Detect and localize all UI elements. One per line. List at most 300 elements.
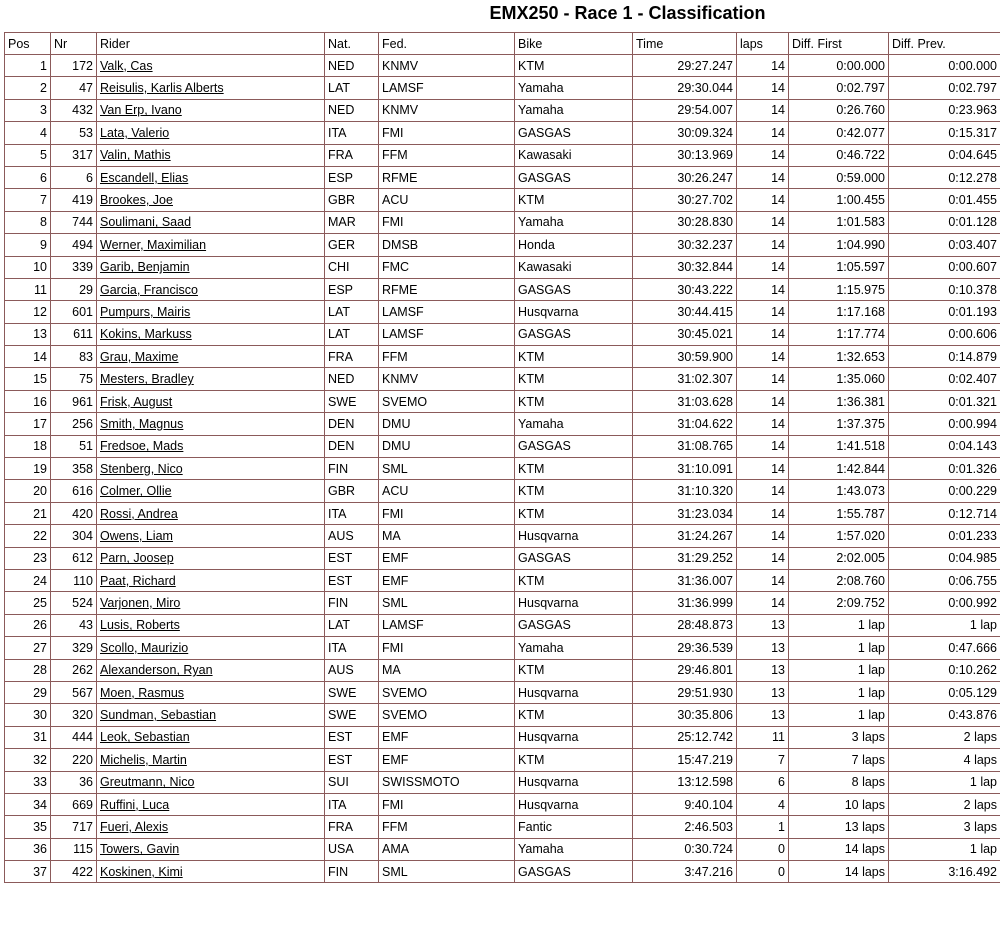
- bike-cell: Husqvarna: [515, 681, 633, 703]
- laps-cell: 6: [737, 771, 789, 793]
- bike-cell: Husqvarna: [515, 771, 633, 793]
- bike-cell: Yamaha: [515, 211, 633, 233]
- rider-link[interactable]: Reisulis, Karlis Alberts: [100, 81, 224, 96]
- col-header-nr: Nr: [51, 33, 97, 55]
- rider-link[interactable]: Alexanderson, Ryan: [100, 663, 213, 678]
- rider-link[interactable]: Rossi, Andrea: [100, 506, 178, 521]
- nat-cell: USA: [325, 838, 379, 860]
- table-row: [5, 99, 1000, 121]
- laps-cell: 14: [737, 547, 789, 569]
- bike-cell: GASGAS: [515, 547, 633, 569]
- rider-cell: [97, 166, 325, 188]
- diff-first-cell: 1:01.583: [789, 211, 889, 233]
- table-row: [5, 256, 1000, 278]
- nat-cell: GER: [325, 234, 379, 256]
- table-row: [5, 234, 1000, 256]
- diff-first-cell: 0:02.797: [789, 77, 889, 99]
- diff-first-cell: 1 lap: [789, 704, 889, 726]
- nr-cell: 358: [51, 458, 97, 480]
- rider-link[interactable]: Moen, Rasmus: [100, 685, 185, 700]
- time-cell: 29:36.539: [633, 637, 737, 659]
- diff-prev-cell: 0:04.645: [889, 144, 1000, 166]
- rider-link[interactable]: Owens, Liam: [100, 528, 173, 543]
- fed-cell: RFME: [379, 166, 515, 188]
- diff-first-cell: 0:46.722: [789, 144, 889, 166]
- rider-cell: [97, 771, 325, 793]
- laps-cell: 14: [737, 323, 789, 345]
- rider-link[interactable]: Greutmann, Nico: [100, 775, 195, 790]
- table-row: [5, 77, 1000, 99]
- nr-cell: 320: [51, 704, 97, 726]
- pos-cell: 5: [5, 144, 51, 166]
- rider-cell: [97, 614, 325, 636]
- laps-cell: 14: [737, 301, 789, 323]
- time-cell: 31:24.267: [633, 525, 737, 547]
- time-cell: 31:02.307: [633, 368, 737, 390]
- laps-cell: 13: [737, 659, 789, 681]
- table-row: [5, 55, 1000, 77]
- nr-cell: 420: [51, 502, 97, 524]
- table-row: [5, 793, 1000, 815]
- bike-cell: Yamaha: [515, 77, 633, 99]
- diff-prev-cell: 0:15.317: [889, 122, 1000, 144]
- bike-cell: Yamaha: [515, 637, 633, 659]
- time-cell: 30:13.969: [633, 144, 737, 166]
- diff-first-cell: 2:02.005: [789, 547, 889, 569]
- diff-first-cell: 14 laps: [789, 861, 889, 883]
- rider-cell: [97, 681, 325, 703]
- diff-prev-cell: 0:02.407: [889, 368, 1000, 390]
- fed-cell: LAMSF: [379, 301, 515, 323]
- time-cell: 0:30.724: [633, 838, 737, 860]
- rider-link[interactable]: Sundman, Sebastian: [100, 708, 217, 723]
- rider-link[interactable]: Valin, Mathis: [100, 148, 171, 163]
- pos-cell: 10: [5, 256, 51, 278]
- laps-cell: 1: [737, 816, 789, 838]
- time-cell: 31:08.765: [633, 435, 737, 457]
- rider-link[interactable]: Frisk, August: [100, 394, 173, 409]
- nr-cell: 422: [51, 861, 97, 883]
- fed-cell: FFM: [379, 346, 515, 368]
- diff-prev-cell: 2 laps: [889, 793, 1000, 815]
- rider-link[interactable]: Werner, Maximilian: [100, 237, 207, 252]
- fed-cell: EMF: [379, 569, 515, 591]
- diff-first-cell: 0:42.077: [789, 122, 889, 144]
- fed-cell: FMI: [379, 793, 515, 815]
- laps-cell: 14: [737, 346, 789, 368]
- time-cell: 25:12.742: [633, 726, 737, 748]
- nat-cell: LAT: [325, 301, 379, 323]
- table-row: [5, 144, 1000, 166]
- rider-link[interactable]: Towers, Gavin: [100, 842, 180, 857]
- rider-cell: [97, 234, 325, 256]
- fed-cell: SWISSMOTO: [379, 771, 515, 793]
- rider-cell: [97, 55, 325, 77]
- nr-cell: 744: [51, 211, 97, 233]
- pos-cell: 26: [5, 614, 51, 636]
- table-row: [5, 368, 1000, 390]
- rider-link[interactable]: Leok, Sebastian: [100, 730, 190, 745]
- rider-cell: [97, 144, 325, 166]
- pos-cell: 21: [5, 502, 51, 524]
- time-cell: 31:36.007: [633, 569, 737, 591]
- laps-cell: 13: [737, 704, 789, 726]
- rider-link[interactable]: Varjonen, Miro: [100, 596, 181, 611]
- time-cell: 30:43.222: [633, 278, 737, 300]
- laps-cell: 14: [737, 569, 789, 591]
- laps-cell: 14: [737, 458, 789, 480]
- pos-cell: 28: [5, 659, 51, 681]
- rider-cell: [97, 569, 325, 591]
- diff-first-cell: 1:00.455: [789, 189, 889, 211]
- table-row: [5, 681, 1000, 703]
- diff-first-cell: 1:42.844: [789, 458, 889, 480]
- rider-cell: [97, 637, 325, 659]
- classification-table: [4, 32, 1000, 883]
- laps-cell: 13: [737, 614, 789, 636]
- rider-cell: [97, 256, 325, 278]
- nr-cell: 612: [51, 547, 97, 569]
- bike-cell: GASGAS: [515, 435, 633, 457]
- rider-cell: [97, 816, 325, 838]
- time-cell: 29:27.247: [633, 55, 737, 77]
- pos-cell: 23: [5, 547, 51, 569]
- laps-cell: 14: [737, 144, 789, 166]
- laps-cell: 14: [737, 278, 789, 300]
- pos-cell: 33: [5, 771, 51, 793]
- diff-prev-cell: 0:23.963: [889, 99, 1000, 121]
- rider-cell: [97, 793, 325, 815]
- rider-link[interactable]: Mesters, Bradley: [100, 372, 194, 387]
- bike-cell: GASGAS: [515, 323, 633, 345]
- time-cell: 30:32.237: [633, 234, 737, 256]
- bike-cell: KTM: [515, 55, 633, 77]
- nat-cell: FIN: [325, 458, 379, 480]
- time-cell: 29:46.801: [633, 659, 737, 681]
- fed-cell: SVEMO: [379, 390, 515, 412]
- rider-cell: [97, 726, 325, 748]
- pos-cell: 7: [5, 189, 51, 211]
- fed-cell: LAMSF: [379, 323, 515, 345]
- nat-cell: NED: [325, 368, 379, 390]
- bike-cell: KTM: [515, 704, 633, 726]
- diff-first-cell: 14 laps: [789, 838, 889, 860]
- fed-cell: MA: [379, 659, 515, 681]
- nr-cell: 567: [51, 681, 97, 703]
- laps-cell: 13: [737, 637, 789, 659]
- bike-cell: GASGAS: [515, 278, 633, 300]
- diff-prev-cell: 3 laps: [889, 816, 1000, 838]
- rider-link[interactable]: Smith, Magnus: [100, 416, 184, 431]
- rider-link[interactable]: Soulimani, Saad: [100, 215, 192, 230]
- nr-cell: 317: [51, 144, 97, 166]
- time-cell: 2:46.503: [633, 816, 737, 838]
- diff-first-cell: 8 laps: [789, 771, 889, 793]
- rider-link[interactable]: Fredsoe, Mads: [100, 439, 184, 454]
- diff-prev-cell: 0:00.992: [889, 592, 1000, 614]
- col-header-bike: Bike: [515, 33, 633, 55]
- bike-cell: KTM: [515, 502, 633, 524]
- table-row: [5, 211, 1000, 233]
- nr-cell: 29: [51, 278, 97, 300]
- diff-first-cell: 0:00.000: [789, 55, 889, 77]
- nat-cell: ITA: [325, 637, 379, 659]
- table-row: [5, 614, 1000, 636]
- rider-link[interactable]: Escandell, Elias: [100, 170, 189, 185]
- rider-link[interactable]: Kokins, Markuss: [100, 327, 192, 342]
- rider-cell: [97, 525, 325, 547]
- table-row: [5, 569, 1000, 591]
- rider-link[interactable]: Fueri, Alexis: [100, 819, 169, 834]
- rider-cell: [97, 77, 325, 99]
- nr-cell: 110: [51, 569, 97, 591]
- time-cell: 31:23.034: [633, 502, 737, 524]
- pos-cell: 17: [5, 413, 51, 435]
- bike-cell: KTM: [515, 189, 633, 211]
- time-cell: 30:35.806: [633, 704, 737, 726]
- rider-link[interactable]: Stenberg, Nico: [100, 461, 183, 476]
- laps-cell: 14: [737, 390, 789, 412]
- nat-cell: FIN: [325, 592, 379, 614]
- nr-cell: 611: [51, 323, 97, 345]
- rider-cell: [97, 592, 325, 614]
- nr-cell: 304: [51, 525, 97, 547]
- laps-cell: 14: [737, 256, 789, 278]
- diff-first-cell: 7 laps: [789, 749, 889, 771]
- laps-cell: 14: [737, 77, 789, 99]
- col-header-fed: Fed.: [379, 33, 515, 55]
- pos-cell: 15: [5, 368, 51, 390]
- laps-cell: 14: [737, 502, 789, 524]
- nat-cell: ESP: [325, 166, 379, 188]
- laps-cell: 14: [737, 592, 789, 614]
- diff-prev-cell: 0:10.262: [889, 659, 1000, 681]
- table-row: [5, 704, 1000, 726]
- time-cell: 31:03.628: [633, 390, 737, 412]
- rider-cell: [97, 704, 325, 726]
- bike-cell: Honda: [515, 234, 633, 256]
- rider-cell: [97, 189, 325, 211]
- pos-cell: 18: [5, 435, 51, 457]
- pos-cell: 3: [5, 99, 51, 121]
- rider-cell: [97, 301, 325, 323]
- fed-cell: EMF: [379, 547, 515, 569]
- nat-cell: AUS: [325, 525, 379, 547]
- nr-cell: 172: [51, 55, 97, 77]
- pos-cell: 2: [5, 77, 51, 99]
- table-row: [5, 592, 1000, 614]
- bike-cell: KTM: [515, 368, 633, 390]
- nat-cell: NED: [325, 55, 379, 77]
- time-cell: 9:40.104: [633, 793, 737, 815]
- table-row: [5, 435, 1000, 457]
- nr-cell: 51: [51, 435, 97, 457]
- laps-cell: 14: [737, 122, 789, 144]
- rider-link[interactable]: Pumpurs, Mairis: [100, 304, 191, 319]
- nat-cell: FRA: [325, 144, 379, 166]
- diff-first-cell: 1:32.653: [789, 346, 889, 368]
- col-header-laps: laps: [737, 33, 789, 55]
- diff-first-cell: 2:08.760: [789, 569, 889, 591]
- laps-cell: 14: [737, 368, 789, 390]
- nr-cell: 43: [51, 614, 97, 636]
- time-cell: 31:04.622: [633, 413, 737, 435]
- nr-cell: 329: [51, 637, 97, 659]
- bike-cell: KTM: [515, 749, 633, 771]
- rider-link[interactable]: Garcia, Francisco: [100, 282, 198, 297]
- nr-cell: 669: [51, 793, 97, 815]
- laps-cell: 14: [737, 189, 789, 211]
- diff-first-cell: 1:55.787: [789, 502, 889, 524]
- pos-cell: 13: [5, 323, 51, 345]
- rider-link[interactable]: Lusis, Roberts: [100, 618, 180, 633]
- rider-link[interactable]: Ruffini, Luca: [100, 797, 170, 812]
- laps-cell: 0: [737, 861, 789, 883]
- diff-first-cell: 1 lap: [789, 681, 889, 703]
- fed-cell: FMC: [379, 256, 515, 278]
- diff-prev-cell: 0:14.879: [889, 346, 1000, 368]
- bike-cell: Husqvarna: [515, 793, 633, 815]
- rider-link[interactable]: Lata, Valerio: [100, 125, 170, 140]
- rider-cell: [97, 368, 325, 390]
- pos-cell: 12: [5, 301, 51, 323]
- laps-cell: 4: [737, 793, 789, 815]
- diff-prev-cell: 0:00.994: [889, 413, 1000, 435]
- rider-cell: [97, 278, 325, 300]
- diff-prev-cell: 0:06.755: [889, 569, 1000, 591]
- rider-link[interactable]: Valk, Cas: [100, 58, 153, 73]
- table-row: [5, 749, 1000, 771]
- laps-cell: 14: [737, 525, 789, 547]
- diff-prev-cell: 3:16.492: [889, 861, 1000, 883]
- fed-cell: DMSB: [379, 234, 515, 256]
- pos-cell: 37: [5, 861, 51, 883]
- nat-cell: ITA: [325, 502, 379, 524]
- rider-link[interactable]: Michelis, Martin: [100, 752, 187, 767]
- rider-link[interactable]: Colmer, Ollie: [100, 484, 172, 499]
- table-row: [5, 166, 1000, 188]
- time-cell: 30:27.702: [633, 189, 737, 211]
- nr-cell: 6: [51, 166, 97, 188]
- laps-cell: 0: [737, 838, 789, 860]
- diff-first-cell: 10 laps: [789, 793, 889, 815]
- rider-link[interactable]: Paat, Richard: [100, 573, 176, 588]
- diff-prev-cell: 0:00.000: [889, 55, 1000, 77]
- diff-prev-cell: 2 laps: [889, 726, 1000, 748]
- nr-cell: 616: [51, 480, 97, 502]
- fed-cell: LAMSF: [379, 77, 515, 99]
- nat-cell: CHI: [325, 256, 379, 278]
- nat-cell: LAT: [325, 323, 379, 345]
- col-header-time: Time: [633, 33, 737, 55]
- nat-cell: EST: [325, 569, 379, 591]
- table-row: [5, 278, 1000, 300]
- time-cell: 30:09.324: [633, 122, 737, 144]
- rider-cell: [97, 749, 325, 771]
- table-row: [5, 301, 1000, 323]
- diff-prev-cell: 0:04.985: [889, 547, 1000, 569]
- diff-prev-cell: 0:04.143: [889, 435, 1000, 457]
- pos-cell: 8: [5, 211, 51, 233]
- rider-link[interactable]: Grau, Maxime: [100, 349, 179, 364]
- time-cell: 13:12.598: [633, 771, 737, 793]
- diff-first-cell: 1:41.518: [789, 435, 889, 457]
- nr-cell: 961: [51, 390, 97, 412]
- table-header-row: [5, 33, 1000, 55]
- laps-cell: 13: [737, 681, 789, 703]
- nr-cell: 494: [51, 234, 97, 256]
- nr-cell: 339: [51, 256, 97, 278]
- bike-cell: GASGAS: [515, 614, 633, 636]
- nr-cell: 36: [51, 771, 97, 793]
- time-cell: 30:45.021: [633, 323, 737, 345]
- rider-link[interactable]: Scollo, Maurizio: [100, 640, 189, 655]
- rider-cell: [97, 390, 325, 412]
- time-cell: 29:54.007: [633, 99, 737, 121]
- nat-cell: ITA: [325, 122, 379, 144]
- table-row: [5, 413, 1000, 435]
- col-header-rider: Rider: [97, 33, 325, 55]
- rider-cell: [97, 346, 325, 368]
- nr-cell: 115: [51, 838, 97, 860]
- fed-cell: FFM: [379, 144, 515, 166]
- rider-cell: [97, 547, 325, 569]
- rider-cell: [97, 122, 325, 144]
- rider-link[interactable]: Van Erp, Ivano: [100, 103, 182, 118]
- fed-cell: RFME: [379, 278, 515, 300]
- diff-first-cell: 1:17.168: [789, 301, 889, 323]
- rider-link[interactable]: Parn, Joosep: [100, 551, 174, 566]
- nr-cell: 524: [51, 592, 97, 614]
- nat-cell: FRA: [325, 346, 379, 368]
- diff-first-cell: 1 lap: [789, 659, 889, 681]
- nat-cell: SWE: [325, 704, 379, 726]
- fed-cell: ACU: [379, 480, 515, 502]
- nat-cell: NED: [325, 99, 379, 121]
- rider-link[interactable]: Garib, Benjamin: [100, 260, 190, 275]
- rider-cell: [97, 323, 325, 345]
- time-cell: 3:47.216: [633, 861, 737, 883]
- diff-first-cell: 2:09.752: [789, 592, 889, 614]
- nat-cell: EST: [325, 726, 379, 748]
- nat-cell: GBR: [325, 189, 379, 211]
- fed-cell: SML: [379, 592, 515, 614]
- pos-cell: 16: [5, 390, 51, 412]
- laps-cell: 11: [737, 726, 789, 748]
- nr-cell: 220: [51, 749, 97, 771]
- pos-cell: 4: [5, 122, 51, 144]
- table-row: [5, 771, 1000, 793]
- nat-cell: EST: [325, 749, 379, 771]
- time-cell: 15:47.219: [633, 749, 737, 771]
- diff-first-cell: 13 laps: [789, 816, 889, 838]
- bike-cell: Husqvarna: [515, 592, 633, 614]
- nat-cell: SWE: [325, 390, 379, 412]
- table-row: [5, 346, 1000, 368]
- rider-link[interactable]: Brookes, Joe: [100, 193, 173, 208]
- rider-link[interactable]: Koskinen, Kimi: [100, 864, 183, 879]
- laps-cell: 14: [737, 99, 789, 121]
- time-cell: 31:36.999: [633, 592, 737, 614]
- diff-first-cell: 1:37.375: [789, 413, 889, 435]
- col-header-diff-prev: Diff. Prev.: [889, 33, 1000, 55]
- time-cell: 28:48.873: [633, 614, 737, 636]
- nat-cell: FRA: [325, 816, 379, 838]
- fed-cell: LAMSF: [379, 614, 515, 636]
- table-row: [5, 659, 1000, 681]
- fed-cell: FFM: [379, 816, 515, 838]
- table-row: [5, 838, 1000, 860]
